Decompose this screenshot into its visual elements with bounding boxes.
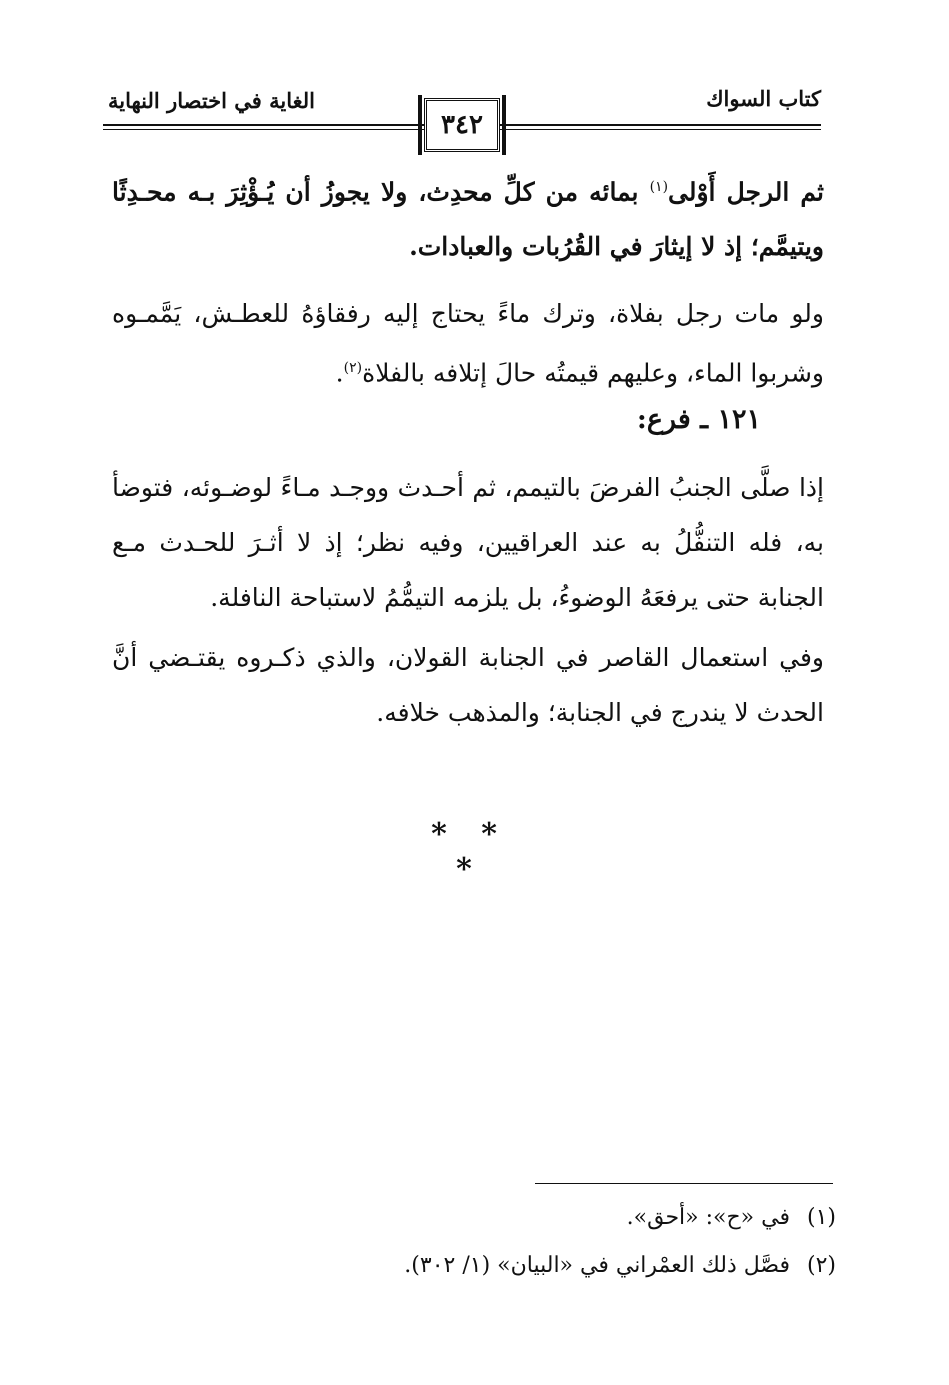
page-number (424, 98, 500, 152)
footnote-1-text: في «ح»: «أحق». (626, 1205, 790, 1230)
running-header-chapter-title: كتاب السواك (706, 86, 821, 111)
footnote-1 (300, 1205, 836, 1230)
running-header-book-title: الغاية في اختصار النهاية (108, 88, 315, 113)
paragraph-2-text: ولو مات رجل بفلاة، وترك ماءً يحتاج إليه رفقاؤهُ للعطـش، يَمَّمـوه وشربوا الماء، وعليهم قيمتُه حالَ إتلافه بالفلاة (112, 299, 824, 388)
page-number-text: ٣٤٢ (441, 110, 483, 140)
footnote-2-number: (٢) (806, 1253, 836, 1278)
footnote-ref-2: (٢) (343, 360, 363, 376)
paragraph-4: وفي استعمال القاصر في الجنابة القولان، والذي ذكـروه يقتـضي أنَّ الحدث لا يندرج في الجنابة؛ والمذهب خلافه. (112, 643, 824, 727)
footnote-rule (535, 1183, 833, 1184)
paragraph-3: إذا صلَّى الجنبُ الفرضَ بالتيمم، ثم أحـدث ووجـد مـاءً لوضـوئه، فتوضأ به، فله التنفُّلُ به عند العراقيين، وفيه نظر؛ إذ لا أثـرَ للحـدث مـع الجنابة حتى يرفعَهُ الوضوءُ، بل يلزمه التيمُّمُ لاستباحة النافلة. (112, 473, 824, 612)
footnote-2-text: فصَّل ذلك العمْراني في «البيان» (١/ ٣٠٢). (404, 1253, 790, 1278)
paragraph-1 (112, 160, 824, 274)
paragraph-1-lead: ثم الرجل أَوْلى (668, 177, 824, 207)
section-separator: * * * (431, 817, 509, 887)
paragraph-2 (112, 286, 824, 400)
section-heading: ١٢١ ـ فرع: (636, 404, 761, 435)
footnote-2 (300, 1253, 836, 1278)
paragraph-2-end: . (335, 358, 344, 388)
paragraph-1-rest: بمائه من كلِّ محدِث، ولا يجوزُ أن يُـؤْثِرَ بـه محـدِثًا ويتيمَّم؛ إذ لا إيثارَ في القُرُبات والعبادات. (112, 177, 824, 262)
footnote-ref-1: (١) (649, 179, 669, 195)
footnote-1-number: (١) (806, 1205, 836, 1230)
